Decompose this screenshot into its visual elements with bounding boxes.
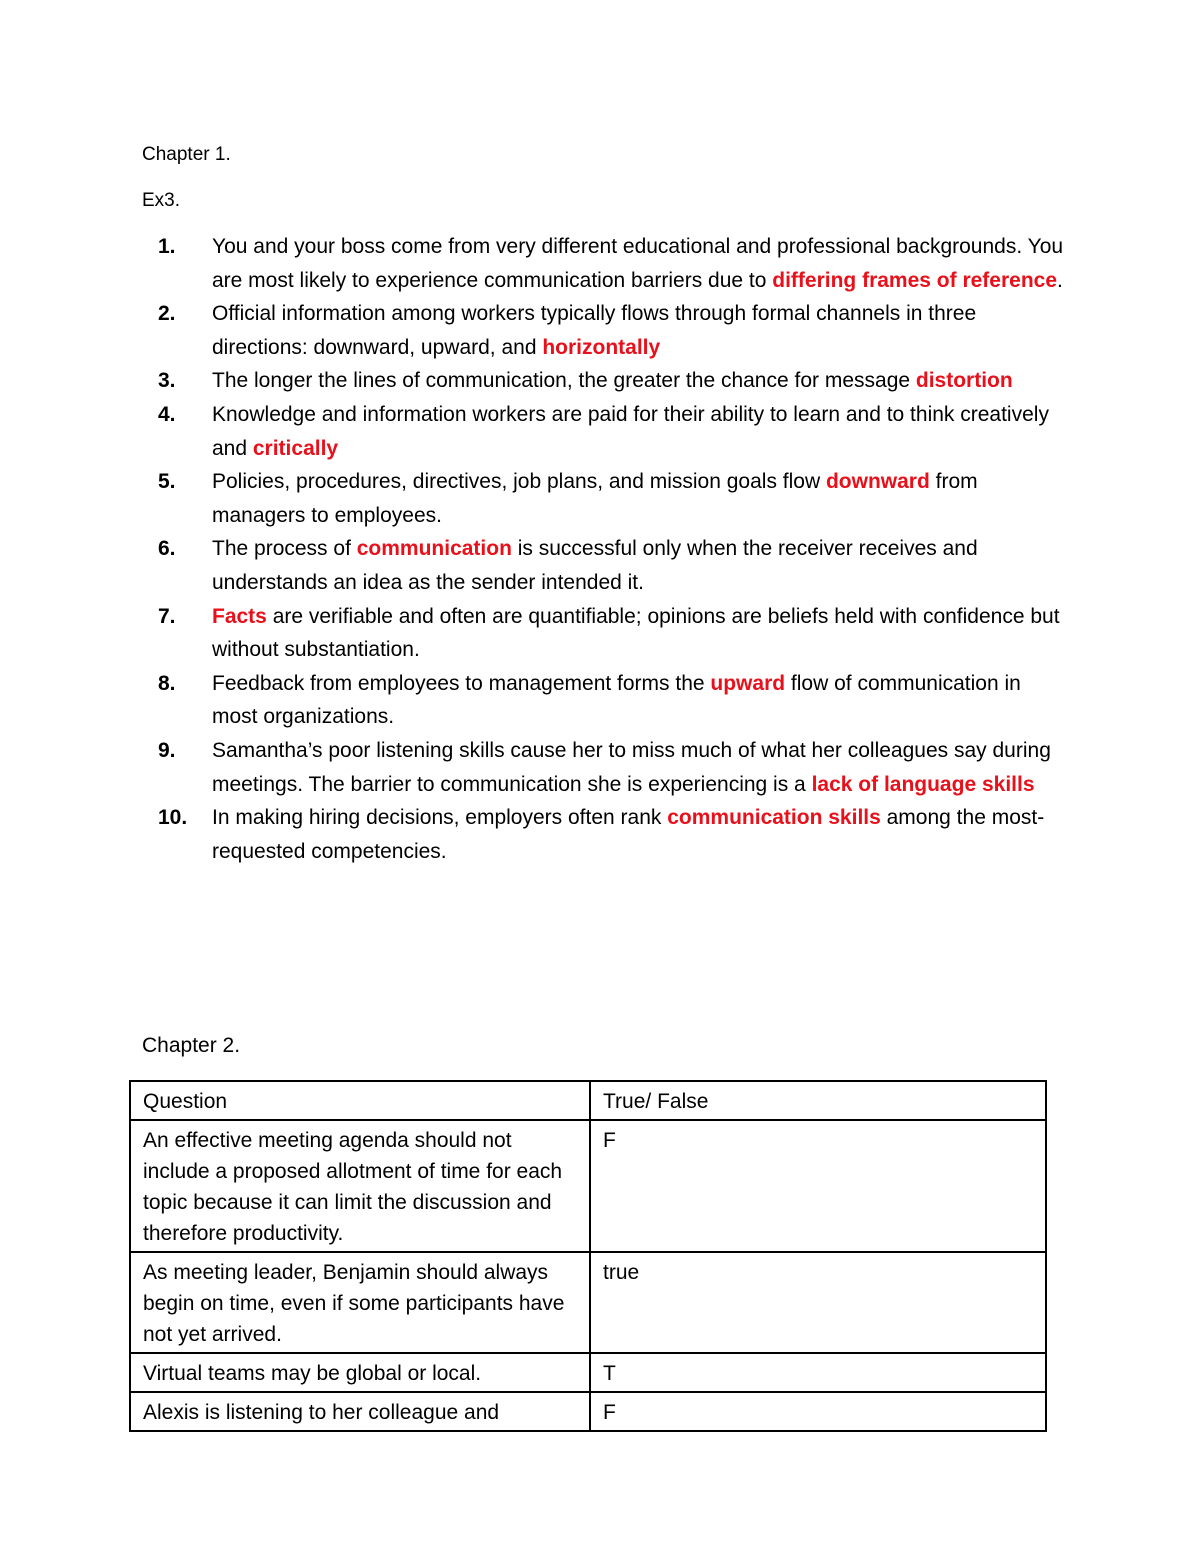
question-text: Feedback from employees to management forms the [212,671,711,695]
question-text: Knowledge and information workers are paid for their ability to learn and to think creatively and [212,402,1049,460]
answer-highlight: communication [356,537,512,561]
answer-cell: T [590,1353,1046,1392]
question-text: The process of [212,537,357,561]
question-number: 4. [158,402,176,426]
question-text: Policies, procedures, directives, job plans, and mission goals flow [212,470,826,494]
table-row [130,1252,1046,1353]
table-header-row [130,1081,1046,1120]
answer-highlight: communication skills [667,806,881,830]
true-false-table [129,1080,1047,1432]
question-number: 5. [158,470,176,494]
question-text: are verifiable and often are quantifiable; opinions are beliefs held with confidence but without substantiation. [212,604,1060,662]
question-text: is successful only when the receiver receives and understands an idea as the sender intended it. [212,537,978,594]
answer-highlight: critically [252,436,339,460]
question-item [142,600,1072,667]
question-item [142,364,1072,398]
answer-cell: F [590,1392,1046,1431]
question-cell: As meeting leader, Benjamin should always begin on time, even if some participants have not yet arrived. [130,1252,590,1353]
question-text: among the most-requested competencies. [212,806,1045,863]
question-item [142,230,1072,297]
question-text: from managers to employees. [212,470,978,527]
question-item [142,667,1072,734]
table-row [130,1120,1046,1252]
answer-highlight: lack of language skills [811,772,1035,796]
question-item [142,532,1072,599]
answer-highlight: Facts [212,604,267,628]
question-text: You and your boss come from very different educational and professional backgrounds. You are most likely to experience communication barriers due to [212,235,1064,292]
answer-highlight: distortion [915,369,1013,393]
answer-highlight: downward [825,470,930,494]
table-row [130,1353,1046,1392]
question-number: 2. [158,302,176,326]
answer-highlight: horizontally [542,335,661,359]
column-header-true-false: True/ False [590,1081,1046,1120]
question-number: 3. [158,369,176,393]
question-text: flow of communication in most organizations. [212,671,1021,729]
question-item [142,398,1072,465]
column-header-question: Question [130,1081,590,1120]
question-number: 6. [158,537,176,561]
question-text: Samantha’s poor listening skills cause her to miss much of what her colleagues say during meetings. The barrier to communication she is experiencing is a [212,738,1051,796]
answer-cell: F [590,1120,1046,1252]
question-item [142,465,1072,532]
answer-highlight: differing frames of reference [772,268,1058,292]
question-cell: An effective meeting agenda should not include a proposed allotment of time for each topic because it can limit the discussion and therefore productivity. [130,1120,590,1252]
table-body [130,1120,1046,1431]
question-text: . [1057,268,1063,292]
question-item [142,297,1072,364]
chapter-2-heading: Chapter 2. [142,1034,241,1057]
chapter-1-heading: Chapter 1. [142,144,231,165]
table-row [130,1392,1046,1431]
question-list [142,230,1072,868]
question-number: 7. [158,604,176,628]
answer-cell: true [590,1252,1046,1353]
question-number: 8. [158,671,176,695]
question-number: 10. [158,806,188,830]
question-cell: Virtual teams may be global or local. [130,1353,590,1392]
question-text: The longer the lines of communication, the greater the chance for message [212,369,916,393]
question-text: Official information among workers typically flows through formal channels in three directions: downward, upward, and [212,302,977,359]
question-text: In making hiring decisions, employers often rank [212,806,668,830]
question-number: 1. [158,235,176,258]
answer-highlight: upward [710,671,786,695]
question-cell: Alexis is listening to her colleague and [130,1392,590,1431]
question-item [142,734,1072,801]
question-number: 9. [158,738,176,762]
exercise-label: Ex3. [142,190,181,211]
question-item [142,801,1072,868]
